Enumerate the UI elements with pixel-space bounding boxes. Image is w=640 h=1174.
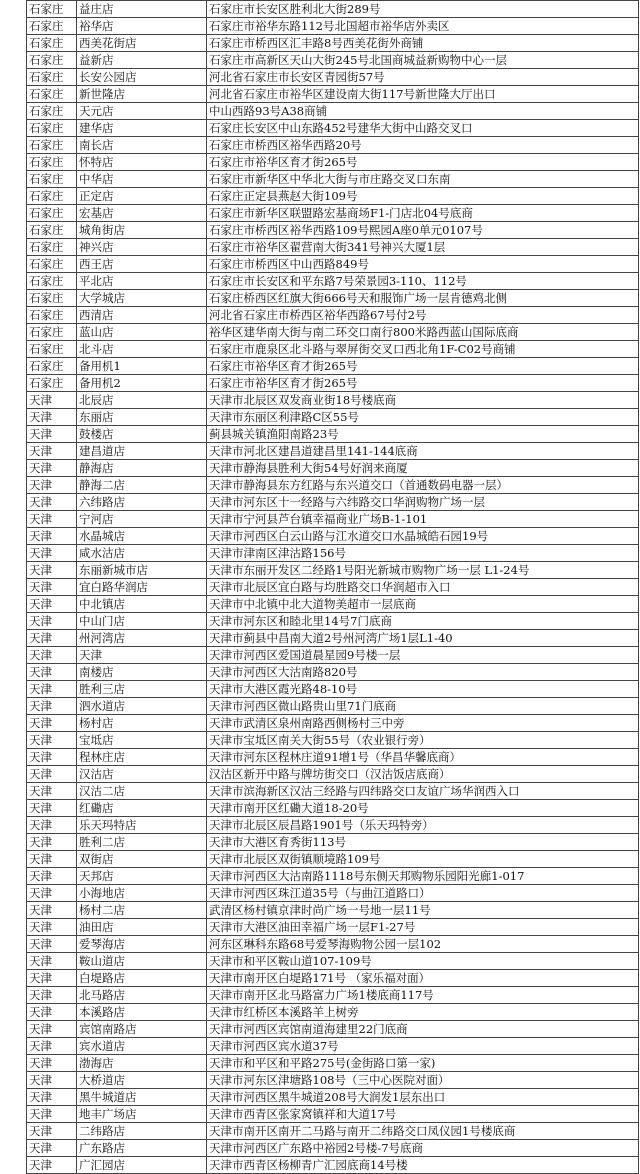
address-cell: 天津市河西区白云山路与江水道交口水晶城皓石园19号 — [207, 528, 639, 545]
city-cell: 天津 — [27, 545, 77, 562]
store-name-cell: 中北镇店 — [77, 596, 207, 613]
address-cell: 石家庄市裕华区育才街265号 — [207, 375, 639, 392]
table-row — [27, 86, 639, 103]
store-name-cell: 东丽新城市店 — [77, 562, 207, 579]
table-row — [27, 800, 639, 817]
city-cell: 天津 — [27, 511, 77, 528]
city-cell: 天津 — [27, 477, 77, 494]
city-cell: 天津 — [27, 936, 77, 953]
store-name-cell: 宾馆南路店 — [77, 1021, 207, 1038]
table-row — [27, 579, 639, 596]
address-cell: 天津市河西区微山路贵山里71门底商 — [207, 698, 639, 715]
address-cell: 石家庄市裕华区育才街265号 — [207, 154, 639, 171]
store-name-cell: 南楼店 — [77, 664, 207, 681]
address-cell: 天津市河西区珠江道35号（与曲江道路口） — [207, 885, 639, 902]
table-row — [27, 970, 639, 987]
store-name-cell: 正定店 — [77, 188, 207, 205]
table-row — [27, 613, 639, 630]
address-cell: 天津市宝坻区南关大街55号（农业银行旁） — [207, 732, 639, 749]
table-row — [27, 154, 639, 171]
store-name-cell: 平北店 — [77, 273, 207, 290]
address-cell: 天津市河西区爱国道晨星园9号楼一层 — [207, 647, 639, 664]
store-name-cell: 水晶城店 — [77, 528, 207, 545]
table-row — [27, 171, 639, 188]
table-row — [27, 1157, 639, 1174]
city-cell: 天津 — [27, 1089, 77, 1106]
store-name-cell: 胜利二店 — [77, 834, 207, 851]
table-row — [27, 919, 639, 936]
city-cell: 石家庄 — [27, 86, 77, 103]
address-cell: 石家庄市裕华区翟营南大街341号神兴大厦1层 — [207, 239, 639, 256]
table-row — [27, 273, 639, 290]
store-name-cell: 大学城店 — [77, 290, 207, 307]
store-name-cell: 东丽店 — [77, 409, 207, 426]
store-name-cell: 怀特店 — [77, 154, 207, 171]
table-row — [27, 1072, 639, 1089]
store-name-cell: 天邦店 — [77, 868, 207, 885]
store-name-cell: 建华店 — [77, 120, 207, 137]
city-cell: 石家庄 — [27, 18, 77, 35]
address-cell: 河北省石家庄市裕华区建设南大街117号新世隆大厅出口 — [207, 86, 639, 103]
address-cell: 天津市滨海新区汉沽三经路与四纬路交口友谊广场华润西入口 — [207, 783, 639, 800]
address-cell: 武清区杨村镇京津时尚广场一号地一层11号 — [207, 902, 639, 919]
address-cell: 天津市河西区宾馆南道海建里22门底商 — [207, 1021, 639, 1038]
address-cell: 天津市河西区大沽南路820号 — [207, 664, 639, 681]
city-cell: 石家庄 — [27, 290, 77, 307]
city-cell: 天津 — [27, 647, 77, 664]
store-name-cell: 城角街店 — [77, 222, 207, 239]
address-cell: 天津市南开区白堤路171号 （家乐福对面） — [207, 970, 639, 987]
city-cell: 石家庄 — [27, 222, 77, 239]
table-row — [27, 69, 639, 86]
table-row — [27, 188, 639, 205]
address-cell: 石家庄市长安区胜利北大街289号 — [207, 1, 639, 18]
table-row — [27, 562, 639, 579]
city-cell: 天津 — [27, 392, 77, 409]
city-cell: 天津 — [27, 1123, 77, 1140]
city-cell: 天津 — [27, 494, 77, 511]
city-cell: 天津 — [27, 783, 77, 800]
table-row — [27, 52, 639, 69]
address-cell: 河北省石家庄市桥西区裕华西路67号付2号 — [207, 307, 639, 324]
city-cell: 天津 — [27, 715, 77, 732]
city-cell: 天津 — [27, 1004, 77, 1021]
store-name-cell: 鞍山道店 — [77, 953, 207, 970]
store-name-cell: 汉沽店 — [77, 766, 207, 783]
store-name-cell: 新世隆店 — [77, 86, 207, 103]
table-row — [27, 307, 639, 324]
city-cell: 天津 — [27, 732, 77, 749]
store-name-cell: 广汇园店 — [77, 1157, 207, 1174]
store-name-cell: 广东路店 — [77, 1140, 207, 1157]
table-row — [27, 902, 639, 919]
table-row — [27, 290, 639, 307]
table-row — [27, 460, 639, 477]
address-cell: 天津市河西区黑牛城道208号大润发1层东出口 — [207, 1089, 639, 1106]
city-cell: 天津 — [27, 766, 77, 783]
city-cell: 天津 — [27, 460, 77, 477]
address-cell: 石家庄市长安区和平东路7号荣景园3-110、112号 — [207, 273, 639, 290]
city-cell: 天津 — [27, 919, 77, 936]
table-row — [27, 1038, 639, 1055]
table-row — [27, 817, 639, 834]
store-name-cell: 杨村二店 — [77, 902, 207, 919]
table-row — [27, 681, 639, 698]
address-cell: 天津市静海县胜利大街54号好润来商厦 — [207, 460, 639, 477]
store-name-cell: 南长店 — [77, 137, 207, 154]
table-row — [27, 647, 639, 664]
store-name-cell: 静海二店 — [77, 477, 207, 494]
city-cell: 天津 — [27, 1072, 77, 1089]
store-name-cell: 胜利三店 — [77, 681, 207, 698]
address-cell: 石家庄市桥西区中山西路849号 — [207, 256, 639, 273]
store-name-cell: 中华店 — [77, 171, 207, 188]
table-row — [27, 1140, 639, 1157]
table-row — [27, 698, 639, 715]
address-cell: 天津市河北区建昌道建昌里141-144底商 — [207, 443, 639, 460]
city-cell: 天津 — [27, 885, 77, 902]
address-cell: 裕华区建华南大街与南二环交口南行800米路西蓝山国际底商 — [207, 324, 639, 341]
city-cell: 石家庄 — [27, 358, 77, 375]
city-cell: 天津 — [27, 698, 77, 715]
address-cell: 天津市红桥区本溪路羊上树旁 — [207, 1004, 639, 1021]
table-row — [27, 851, 639, 868]
table-row — [27, 256, 639, 273]
store-name-cell: 北斗店 — [77, 341, 207, 358]
table-row — [27, 834, 639, 851]
city-cell: 天津 — [27, 426, 77, 443]
table-row — [27, 1106, 639, 1123]
store-name-cell: 备用机1 — [77, 358, 207, 375]
table-row — [27, 494, 639, 511]
address-cell: 天津市南开区南开二马路与南开二纬路交口凤仪园1号楼底商 — [207, 1123, 639, 1140]
store-name-cell: 静海店 — [77, 460, 207, 477]
table-row — [27, 511, 639, 528]
address-cell: 石家庄正定县燕赵大街109号 — [207, 188, 639, 205]
table-row — [27, 664, 639, 681]
store-name-cell: 益新店 — [77, 52, 207, 69]
store-name-cell: 裕华店 — [77, 18, 207, 35]
address-cell: 天津市津南区津沽路156号 — [207, 545, 639, 562]
store-name-cell: 蓝山店 — [77, 324, 207, 341]
address-cell: 天津市河东区程林庄道91增1号（华昌华馨底商） — [207, 749, 639, 766]
city-cell: 天津 — [27, 953, 77, 970]
store-name-cell: 汉沽二店 — [77, 783, 207, 800]
table-row — [27, 885, 639, 902]
address-cell: 天津市蓟县中昌南大道2号州河湾广场1层L1-40 — [207, 630, 639, 647]
address-cell: 天津市河东区和睦北里14号7门底商 — [207, 613, 639, 630]
city-cell: 石家庄 — [27, 375, 77, 392]
store-name-cell: 建昌道店 — [77, 443, 207, 460]
city-cell: 石家庄 — [27, 52, 77, 69]
store-name-cell: 神兴店 — [77, 239, 207, 256]
store-name-cell: 爱琴海店 — [77, 936, 207, 953]
store-name-cell: 咸水沽店 — [77, 545, 207, 562]
address-cell: 天津市西青区杨柳青广汇园底商14号楼 — [207, 1157, 639, 1174]
city-cell: 天津 — [27, 749, 77, 766]
city-cell: 天津 — [27, 868, 77, 885]
store-name-cell: 泗水道店 — [77, 698, 207, 715]
table-row — [27, 868, 639, 885]
table-row — [27, 630, 639, 647]
city-cell: 天津 — [27, 834, 77, 851]
store-name-cell: 二纬路店 — [77, 1123, 207, 1140]
address-cell: 石家庄市高新区天山大街245号北国商城益新购物中心一层 — [207, 52, 639, 69]
address-cell: 中山西路93号A38商铺 — [207, 103, 639, 120]
table-row — [27, 1055, 639, 1072]
address-cell: 石家庄市新华区联盟路宏基商场F1-门店北04号底商 — [207, 205, 639, 222]
store-name-cell: 渤海店 — [77, 1055, 207, 1072]
table-row — [27, 987, 639, 1004]
address-cell: 天津市河西区宾水道37号 — [207, 1038, 639, 1055]
table-row — [27, 137, 639, 154]
address-cell: 石家庄市裕华区育才街265号 — [207, 358, 639, 375]
table-row — [27, 222, 639, 239]
store-name-cell: 油田店 — [77, 919, 207, 936]
table-row — [27, 528, 639, 545]
city-cell: 石家庄 — [27, 154, 77, 171]
city-cell: 天津 — [27, 630, 77, 647]
store-name-cell: 西美花街店 — [77, 35, 207, 52]
table-row — [27, 1, 639, 18]
address-cell: 石家庄市新华区中华北大街与市庄路交叉口东南 — [207, 171, 639, 188]
table-row — [27, 341, 639, 358]
store-name-cell: 中山门店 — [77, 613, 207, 630]
address-cell: 石家庄长安区中山东路452号建华大街中山路交叉口 — [207, 120, 639, 137]
table-row — [27, 732, 639, 749]
store-name-cell: 北辰店 — [77, 392, 207, 409]
address-cell: 河北省石家庄市长安区青园街57号 — [207, 69, 639, 86]
store-name-cell: 大桥道店 — [77, 1072, 207, 1089]
city-cell: 天津 — [27, 1106, 77, 1123]
city-cell: 天津 — [27, 800, 77, 817]
address-cell: 天津市河西区广东路中裕园2号楼-7号底商 — [207, 1140, 639, 1157]
address-cell: 天津市东丽开发区二经路1号阳光新城市购物广场一层 L1-24号 — [207, 562, 639, 579]
store-name-cell: 双街店 — [77, 851, 207, 868]
table-row — [27, 1123, 639, 1140]
address-cell: 天津市大港区霞光路48-10号 — [207, 681, 639, 698]
address-cell: 天津市北辰区辰昌路1901号（乐天玛特旁） — [207, 817, 639, 834]
address-cell: 天津市大港区育秀街113号 — [207, 834, 639, 851]
address-cell: 天津市宁河县芦台镇幸福商业广场B-1-101 — [207, 511, 639, 528]
store-name-cell: 宝坻店 — [77, 732, 207, 749]
city-cell: 天津 — [27, 409, 77, 426]
address-cell: 石家庄市裕华东路112号北国超市裕华店外卖区 — [207, 18, 639, 35]
store-name-cell: 宜白路华润店 — [77, 579, 207, 596]
table-row — [27, 1021, 639, 1038]
table-row — [27, 324, 639, 341]
address-cell: 蓟县城关镇渔阳南路23号 — [207, 426, 639, 443]
store-name-cell: 红磡店 — [77, 800, 207, 817]
store-name-cell: 长安公园店 — [77, 69, 207, 86]
address-cell: 石家庄桥西区红旗大街666号天和服饰广场一层肯德鸡北侧 — [207, 290, 639, 307]
city-cell: 天津 — [27, 596, 77, 613]
city-cell: 天津 — [27, 443, 77, 460]
table-row — [27, 749, 639, 766]
address-cell: 天津市南开区红磡大道18-20号 — [207, 800, 639, 817]
city-cell: 石家庄 — [27, 35, 77, 52]
table-row — [27, 936, 639, 953]
address-cell: 石家庄市鹿泉区北斗路与翠屏街交叉口西北角1F-C02号商铺 — [207, 341, 639, 358]
city-cell: 石家庄 — [27, 69, 77, 86]
address-cell: 天津市东丽区利津路C区55号 — [207, 409, 639, 426]
store-name-cell: 天元店 — [77, 103, 207, 120]
city-cell: 石家庄 — [27, 1, 77, 18]
address-cell: 天津市河东区津塘路108号（三中心医院对面） — [207, 1072, 639, 1089]
store-name-cell: 备用机2 — [77, 375, 207, 392]
store-name-cell: 六纬路店 — [77, 494, 207, 511]
store-address-table — [26, 0, 639, 1174]
table-row — [27, 426, 639, 443]
table-row — [27, 596, 639, 613]
table-row — [27, 766, 639, 783]
table-row — [27, 239, 639, 256]
city-cell: 天津 — [27, 851, 77, 868]
city-cell: 天津 — [27, 1021, 77, 1038]
city-cell: 天津 — [27, 1157, 77, 1174]
city-cell: 天津 — [27, 664, 77, 681]
table-row — [27, 358, 639, 375]
city-cell: 天津 — [27, 528, 77, 545]
address-cell: 天津市河西区大沽南路1118号东侧天邦购物乐园阳光廊1-017 — [207, 868, 639, 885]
table-row — [27, 18, 639, 35]
store-name-cell: 本溪路店 — [77, 1004, 207, 1021]
city-cell: 天津 — [27, 987, 77, 1004]
address-cell: 石家庄市桥西区裕华西路109号熙园A座0单元0107号 — [207, 222, 639, 239]
address-cell: 天津市西青区张家窝镇祥和大道17号 — [207, 1106, 639, 1123]
city-cell: 天津 — [27, 681, 77, 698]
city-cell: 天津 — [27, 902, 77, 919]
store-name-cell: 地丰广场店 — [77, 1106, 207, 1123]
table-row — [27, 783, 639, 800]
city-cell: 石家庄 — [27, 205, 77, 222]
table-row — [27, 443, 639, 460]
address-cell: 石家庄市桥西区裕华西路20号 — [207, 137, 639, 154]
city-cell: 石家庄 — [27, 103, 77, 120]
store-name-cell: 北马路店 — [77, 987, 207, 1004]
city-cell: 石家庄 — [27, 307, 77, 324]
city-cell: 石家庄 — [27, 256, 77, 273]
store-table-body — [27, 1, 639, 1174]
city-cell: 石家庄 — [27, 120, 77, 137]
store-name-cell: 鼓楼店 — [77, 426, 207, 443]
city-cell: 天津 — [27, 1055, 77, 1072]
table-row — [27, 545, 639, 562]
city-cell: 天津 — [27, 613, 77, 630]
address-cell: 天津市武清区泉州南路西侧杨村三中旁 — [207, 715, 639, 732]
store-name-cell: 小海地店 — [77, 885, 207, 902]
table-row — [27, 715, 639, 732]
city-cell: 石家庄 — [27, 324, 77, 341]
address-cell: 天津市和平区和平路275号(金街路口第一家) — [207, 1055, 639, 1072]
city-cell: 天津 — [27, 1038, 77, 1055]
table-row — [27, 120, 639, 137]
store-name-cell: 州河湾店 — [77, 630, 207, 647]
table-row — [27, 477, 639, 494]
city-cell: 石家庄 — [27, 137, 77, 154]
city-cell: 石家庄 — [27, 171, 77, 188]
address-cell: 天津市中北镇中北大道物美超市一层底商 — [207, 596, 639, 613]
city-cell: 石家庄 — [27, 273, 77, 290]
store-name-cell: 宁河店 — [77, 511, 207, 528]
store-name-cell: 天津 — [77, 647, 207, 664]
table-row — [27, 103, 639, 120]
store-name-cell: 宾水道店 — [77, 1038, 207, 1055]
address-cell: 河东区琳科东路68号爱琴海购物公园一层102 — [207, 936, 639, 953]
table-row — [27, 1089, 639, 1106]
city-cell: 石家庄 — [27, 239, 77, 256]
city-cell: 石家庄 — [27, 188, 77, 205]
store-name-cell: 杨村店 — [77, 715, 207, 732]
store-name-cell: 宏基店 — [77, 205, 207, 222]
address-cell: 天津市河东区十一经路与六纬路交口华润购物广场一层 — [207, 494, 639, 511]
city-cell: 石家庄 — [27, 341, 77, 358]
address-cell: 天津市静海县东方红路与东兴道交口（首通数码电器一层） — [207, 477, 639, 494]
table-row — [27, 35, 639, 52]
store-name-cell: 西清店 — [77, 307, 207, 324]
store-name-cell: 程林庄店 — [77, 749, 207, 766]
store-name-cell: 益庄店 — [77, 1, 207, 18]
address-cell: 天津市和平区鞍山道107-109号 — [207, 953, 639, 970]
store-name-cell: 白堤路店 — [77, 970, 207, 987]
address-cell: 天津市大港区油田幸福广场一层F1-27号 — [207, 919, 639, 936]
table-row — [27, 409, 639, 426]
table-row — [27, 375, 639, 392]
city-cell: 天津 — [27, 1140, 77, 1157]
address-cell: 天津市北辰区双发商业街18号楼底商 — [207, 392, 639, 409]
address-cell: 天津市北辰区双街镇顺境路109号 — [207, 851, 639, 868]
table-row — [27, 1004, 639, 1021]
store-name-cell: 乐天玛特店 — [77, 817, 207, 834]
city-cell: 天津 — [27, 817, 77, 834]
address-cell: 天津市南开区北马路富力广场1楼底商117号 — [207, 987, 639, 1004]
table-row — [27, 392, 639, 409]
table-row — [27, 205, 639, 222]
table-row — [27, 953, 639, 970]
store-name-cell: 西王店 — [77, 256, 207, 273]
address-cell: 汉沽区新开中路与牌坊街交口（汉沽饭店底商） — [207, 766, 639, 783]
city-cell: 天津 — [27, 579, 77, 596]
address-cell: 石家庄市桥西区汇丰路8号西美花街外商铺 — [207, 35, 639, 52]
city-cell: 天津 — [27, 562, 77, 579]
address-cell: 天津市北辰区宜白路与均胜路交口华润超市入口 — [207, 579, 639, 596]
city-cell: 天津 — [27, 970, 77, 987]
store-name-cell: 黑牛城道店 — [77, 1089, 207, 1106]
